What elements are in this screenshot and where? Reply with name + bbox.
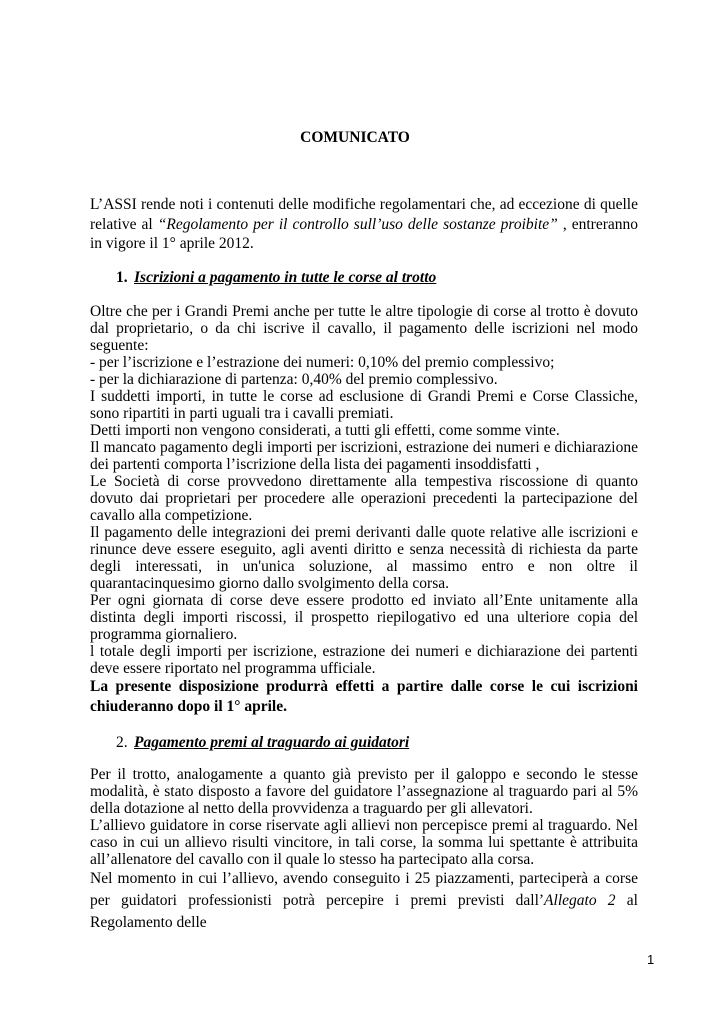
intro-text-start: L’ASSI rende noti i contenuti delle modifiche regolamentari che, ad eccezione di quelle relative al	[90, 196, 638, 233]
intro-regulation-title: “Regolamento per il controllo sull’uso delle sostanze proibite”	[157, 215, 558, 233]
section-1-paragraph: - per l’iscrizione e l’estrazione dei numeri: 0,10% del premio complessivo;	[90, 354, 555, 371]
section-2-number: 2.	[116, 734, 128, 751]
allegato-reference: Allegato 2	[544, 892, 616, 909]
section-2-paragraph-last: Nel momento in cui l’allievo, avendo conseguito i 25 piazzamenti, parteciperà a corse per guidatori professionisti potrà percepire i premi previsti dall’Allegato 2 al Regolamento delle	[90, 870, 638, 931]
document-title: COMUNICATO	[300, 129, 410, 146]
section-2-paragraph: Per il trotto, analogamente a quanto già previsto per il galoppo e secondo le stesse modalità, è stato disposto a favore del guidatore l’assegnazione al traguardo pari al 5% della dotazione al netto della provvidenza a traguardo per gli allevatori.	[90, 766, 638, 817]
section-1-paragraph: l totale degli importi per iscrizione, estrazione dei numeri e dichiarazione dei partenti deve essere riportato nel programma ufficiale.	[90, 643, 638, 677]
section-1-paragraph: - per la dichiarazione di partenza: 0,40% del premio complessivo.	[90, 371, 498, 388]
section-1-paragraph: Le Società di corse provvedono direttamente alla tempestiva riscossione di quanto dovuto dai proprietari per procedere alle operazioni precedenti la partecipazione del cavallo alla competizione.	[90, 473, 638, 524]
section-1-paragraph: Il mancato pagamento degli importi per iscrizioni, estrazione dei numeri e dichiarazione dei partenti comporta l’iscrizione della lista dei pagamenti insoddisfatti ,	[90, 439, 638, 473]
section-1-paragraph: Il pagamento delle integrazioni dei premi derivanti dalle quote relative alle iscrizioni e rinunce deve essere eseguito, agli aventi diritto e senza necessità di richiesta da parte degli interessati, in un'unica soluzione, al massimo entro e non oltre il quarantacinquesimo giorno dallo svolgimento della corsa.	[90, 524, 638, 592]
section-1-title: Iscrizioni a pagamento in tutte le corse al trotto	[134, 269, 437, 286]
section-1-number: 1.	[116, 269, 128, 286]
intro-text-end: , entreranno in vigore il 1° aprile 2012.	[90, 215, 638, 252]
section-2-paragraph: L’allievo guidatore in corse riservate agli allievi non percepisce premi al traguardo. Nel caso in cui un allievo risulti vincitore, in tali corse, la somma lui spettante è attribuita all’allenatore del cavallo con il quale lo stesso ha partecipato alla corsa.	[90, 817, 638, 868]
section-1-body	[90, 303, 638, 717]
section-1-paragraph: Per ogni giornata di corse deve essere prodotto ed inviato all’Ente unitamente alla distinta degli importi riscossi, il prospetto riepilogativo ed una ulteriore copia del programma giornaliero.	[90, 592, 638, 643]
section-1-paragraph: Oltre che per i Grandi Premi anche per tutte le altre tipologie di corse al trotto è dovuto dal proprietario, o da chi iscrive il cavallo, il pagamento delle iscrizioni nel modo seguente:	[90, 303, 638, 354]
section-2-heading	[116, 734, 664, 751]
section-1-heading	[116, 269, 664, 286]
section-1-paragraph: I suddetti importi, in tutte le corse ad esclusione di Grandi Premi e Corse Classiche, sono ripartiti in parti uguali tra i cavalli premiati.	[90, 388, 638, 422]
section-2-title: Pagamento premi al traguardo ai guidatori	[134, 734, 410, 751]
intro-paragraph	[90, 195, 638, 254]
section-2-body	[90, 766, 638, 934]
section-1-effective-note: La presente disposizione produrrà effetti a partire dalle corse le cui iscrizioni chiuderanno dopo il 1° aprile.	[90, 678, 638, 715]
section-1-paragraph: Detti importi non vengono considerati, a tutti gli effetti, come somme vinte.	[90, 422, 560, 439]
page-number: 1	[647, 952, 655, 967]
